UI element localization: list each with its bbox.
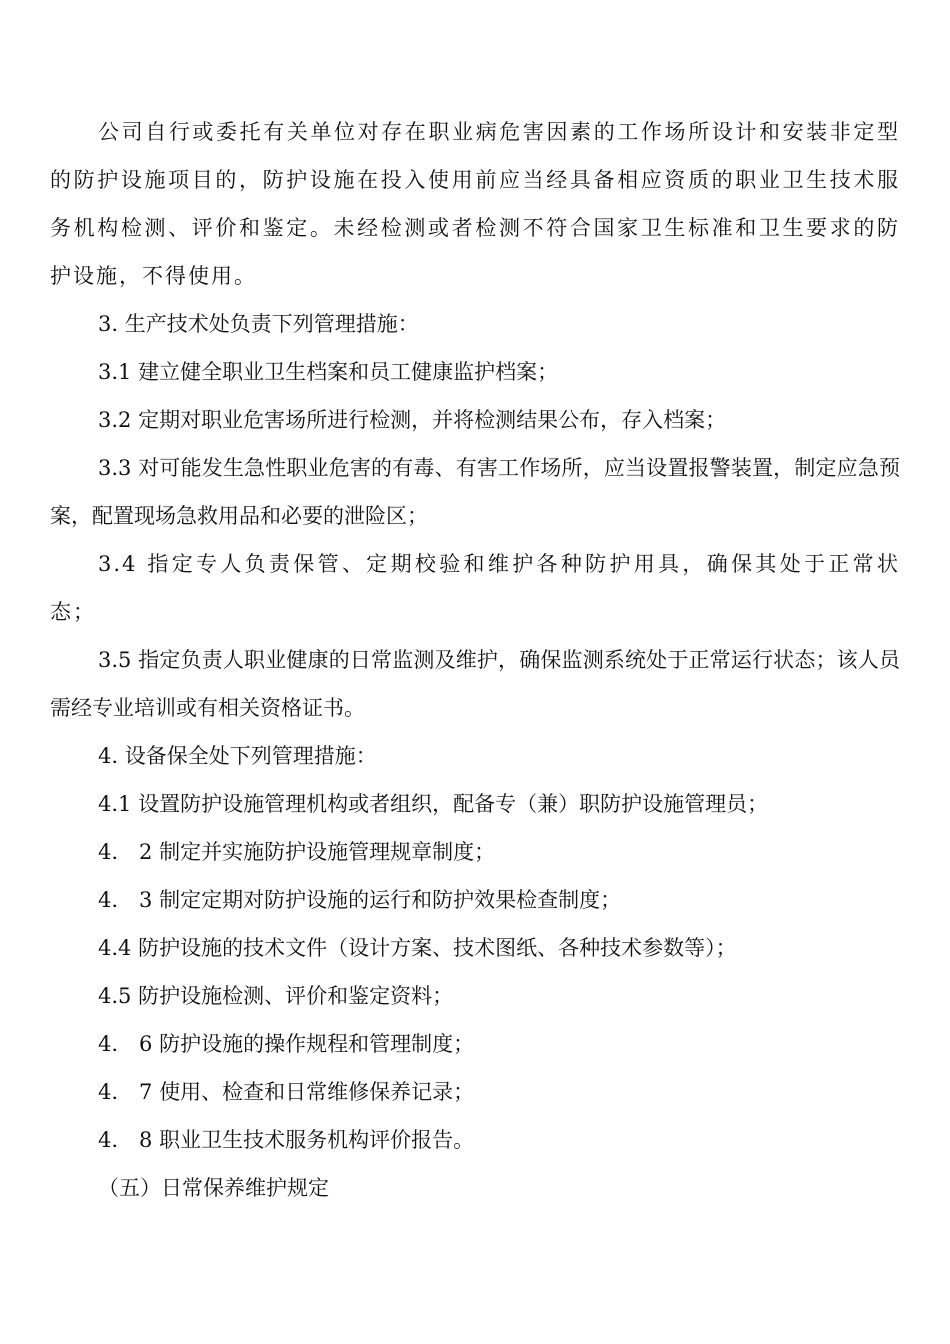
section-5-heading: （五）日常保养维护规定 (98, 1176, 329, 1200)
item-3-2: 3.2 定期对职业危害场所进行检测，并将检测结果公布，存入档案； (98, 408, 727, 432)
intro-paragraph: 公司自行或委托有关单位对存在职业病危害因素的工作场所设计和安装非定型的防护设施项目的，防护设施在投入使用前应当经具备相应资质的职业卫生技术服务机构检测、评价和鉴定。未经检测或者检测不符合国家卫生标准和卫生要求的防护设施，不得使用。 (50, 120, 900, 288)
item-3-3: 3.3 对可能发生急性职业危害的有毒、有害工作场所，应当设置报警装置，制定应急预案，配置现场急救用品和必要的泄险区； (50, 456, 900, 528)
item-3-1: 3.1 建立健全职业卫生档案和员工健康监护档案； (98, 360, 559, 384)
item-4-7: 4. 7 使用、检查和日常维修保养记录； (98, 1080, 475, 1104)
section-4-heading: 4. 设备保全处下列管理措施： (98, 744, 377, 768)
item-3-5: 3.5 指定负责人职业健康的日常监测及维护，确保监测系统处于正常运行状态；该人员需经专业培训或有相关资格证书。 (50, 648, 900, 720)
item-4-6: 4. 6 防护设施的操作规程和管理制度； (98, 1032, 475, 1056)
item-4-1: 4.1 设置防护设施管理机构或者组织，配备专（兼）职防护设施管理员； (98, 792, 769, 816)
section-3-heading: 3. 生产技术处负责下列管理措施： (98, 312, 419, 336)
item-4-3: 4. 3 制定定期对防护设施的运行和防护效果检查制度； (98, 888, 622, 912)
item-4-4: 4.4 防护设施的技术文件（设计方案、技术图纸、各种技术参数等）； (98, 936, 737, 960)
item-4-2: 4. 2 制定并实施防护设施管理规章制度； (98, 840, 496, 864)
item-4-8: 4. 8 职业卫生技术服务机构评价报告。 (98, 1128, 475, 1152)
item-3-4: 3.4 指定专人负责保管、定期校验和维护各种防护用具，确保其处于正常状态； (50, 552, 900, 624)
item-4-5: 4.5 防护设施检测、评价和鉴定资料； (98, 984, 454, 1008)
